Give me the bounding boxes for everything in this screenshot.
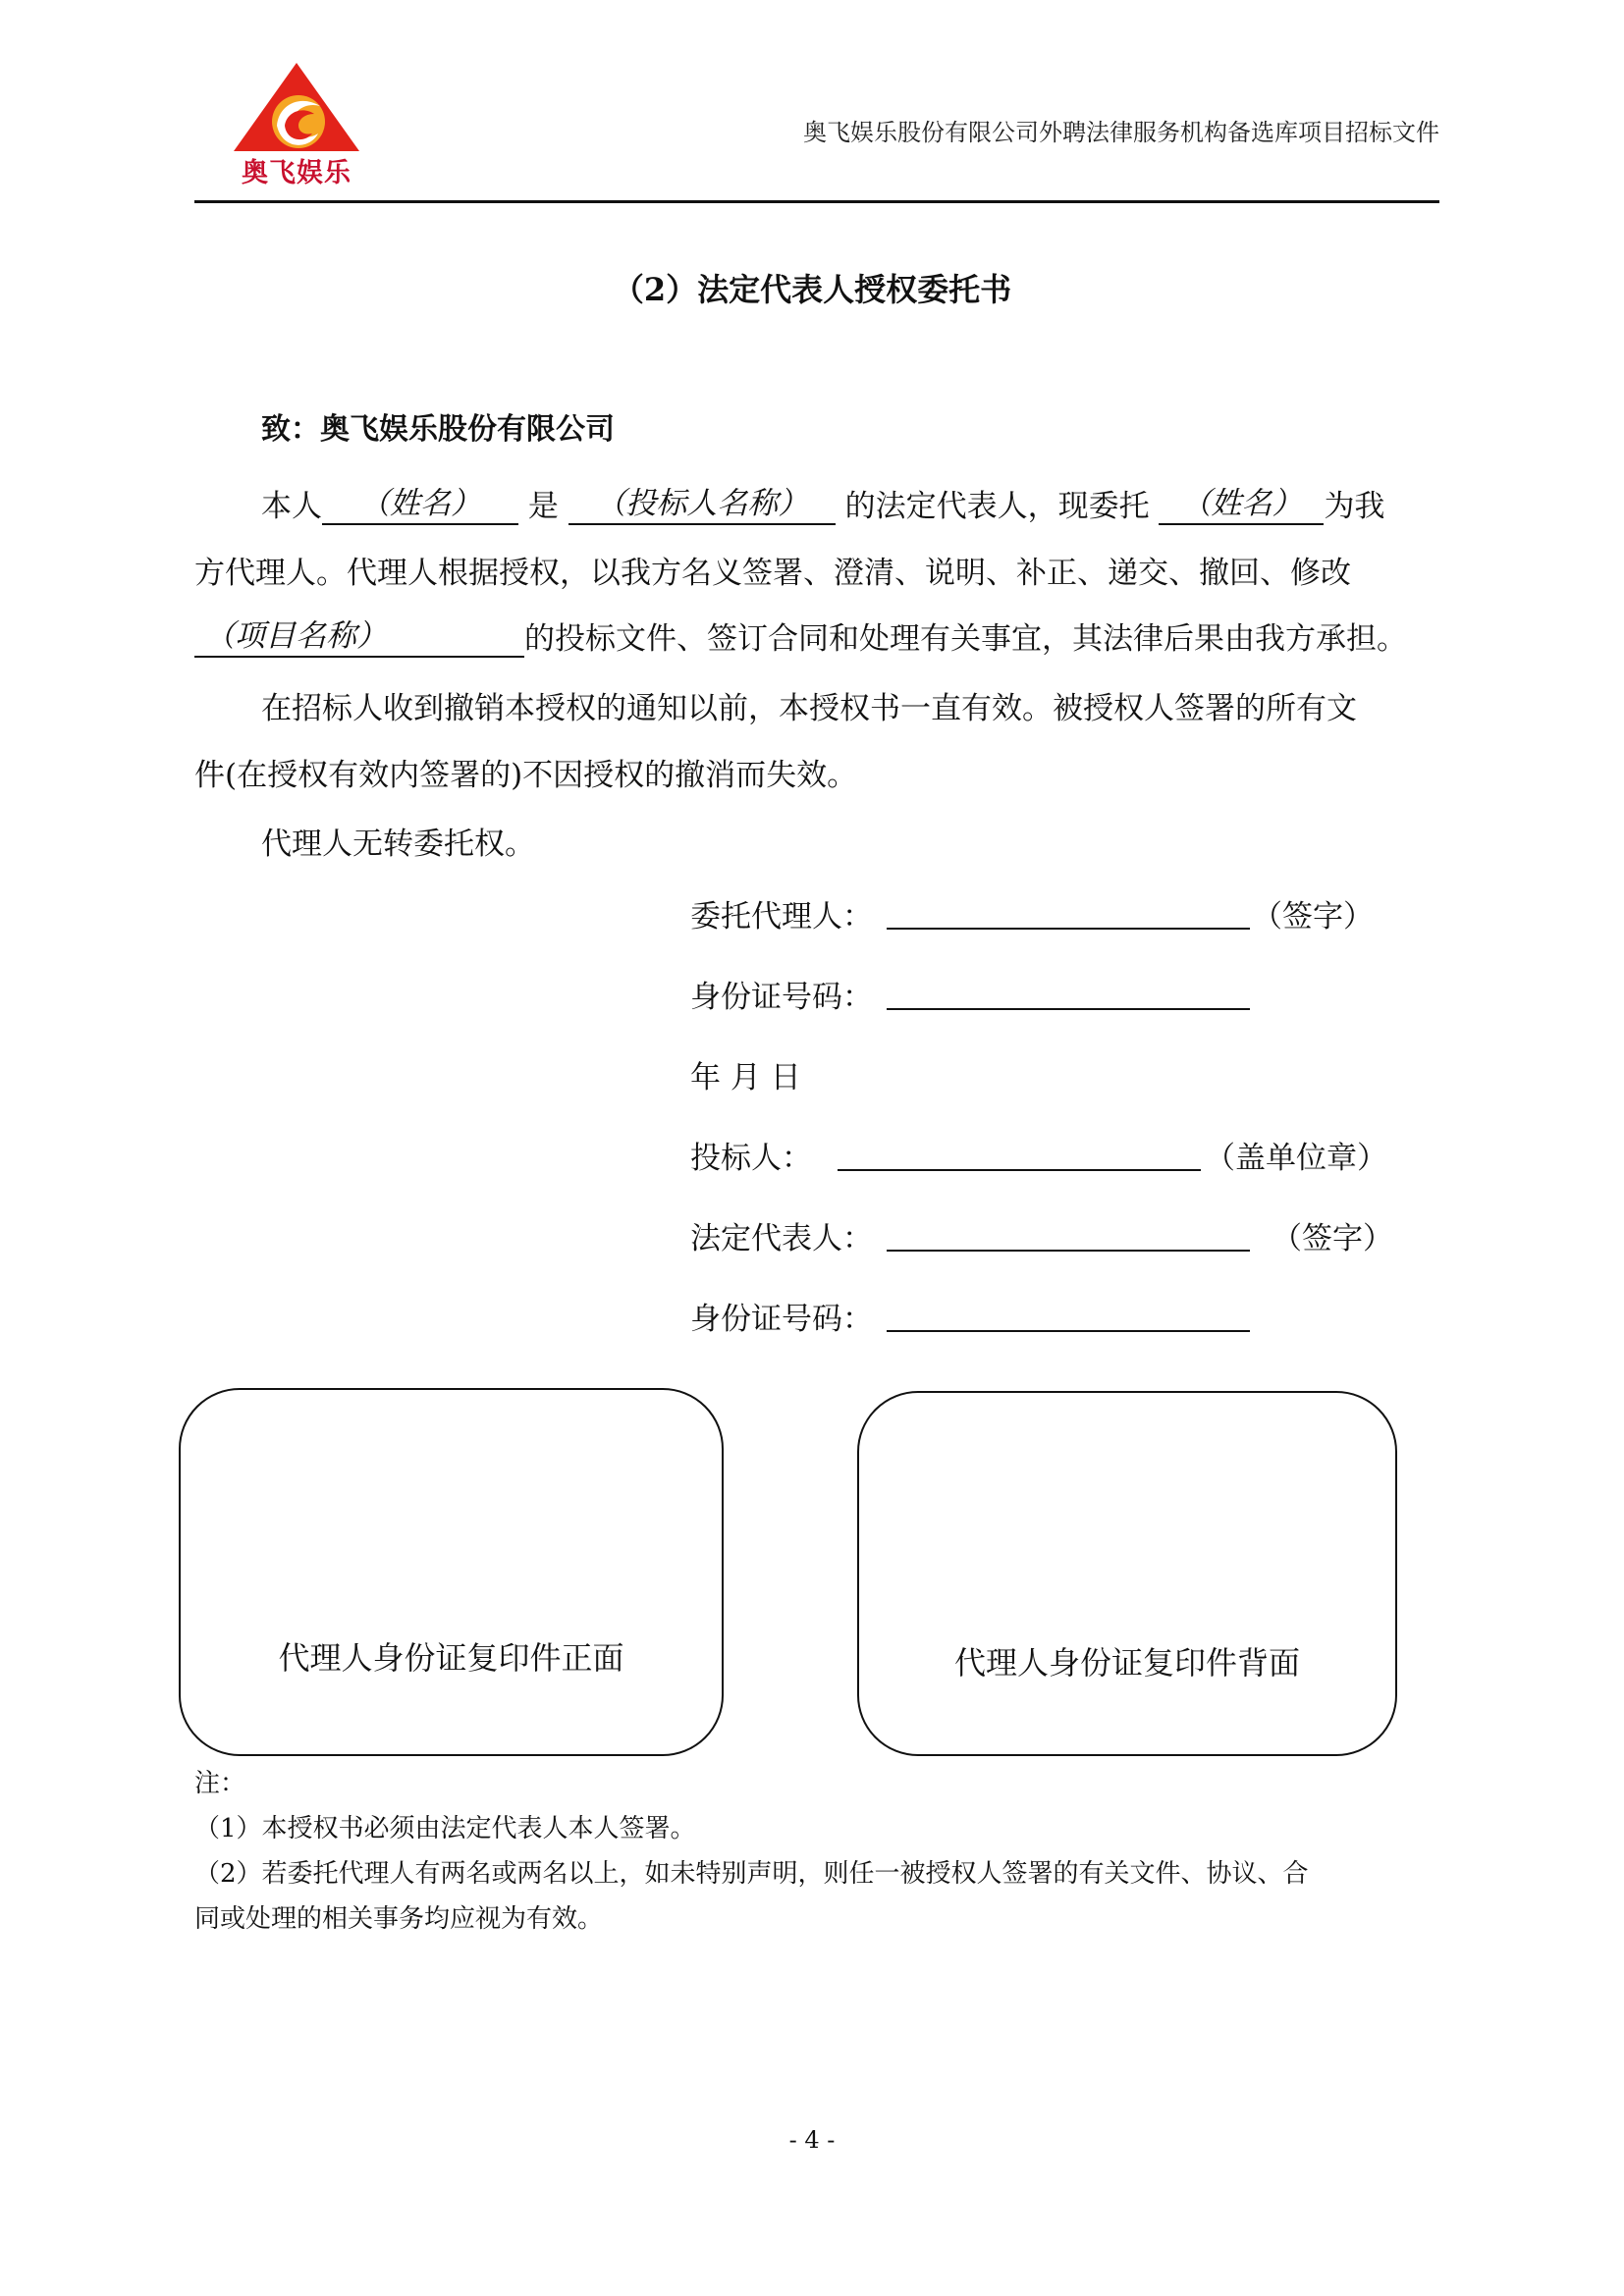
logo-mark-icon	[228, 61, 365, 154]
text-segment: 为我	[1324, 489, 1385, 524]
paragraph-1-line-1	[261, 481, 1506, 525]
blank-name-field[interactable]: （姓名）	[322, 484, 518, 525]
paragraph-2-line-2: 件(在授权有效内签署的)不因授权的撤消而失效。	[194, 758, 858, 793]
legal-rep-id-line[interactable]	[887, 1330, 1250, 1332]
bidder-seal-line[interactable]	[838, 1169, 1201, 1171]
paragraph-2-line-1: 在招标人收到撤销本授权的通知以前，本授权书一直有效。被授权人签署的所有文	[261, 691, 1357, 726]
note-2-line-2: 同或处理的相关事务均应视为有效。	[194, 1904, 604, 1934]
id-back-label: 代理人身份证复印件背面	[953, 1644, 1300, 1682]
legal-rep-signature-line[interactable]	[887, 1250, 1250, 1252]
document-title: （2）法定代表人授权委托书	[612, 271, 1012, 308]
notes-heading: 注：	[194, 1769, 246, 1798]
blank-bidder-name-field[interactable]: （投标人名称）	[568, 484, 836, 525]
blank-project-name-field[interactable]: （项目名称）	[194, 616, 524, 658]
header-divider	[194, 200, 1439, 203]
id-back-box	[857, 1391, 1397, 1756]
note-1: （1）本授权书必须由法定代表人本人签署。	[194, 1814, 696, 1843]
legal-rep-sign-note: （签字）	[1272, 1221, 1393, 1256]
text-segment: 是	[527, 489, 559, 524]
paragraph-1-line-2: 方代理人。代理人根据授权，以我方名义签署、澄清、说明、补正、递交、撤回、修改	[194, 556, 1351, 591]
addressee: 致：奥飞娱乐股份有限公司	[261, 412, 615, 447]
paragraph-1-line-3	[194, 614, 1439, 658]
note-2-line-1: （2）若委托代理人有两名或两名以上，如未特别声明，则任一被授权人签署的有关文件、协议、合	[194, 1859, 1309, 1889]
bidder-seal-note: （盖单位章）	[1205, 1141, 1387, 1176]
agent-label: 委托代理人：	[690, 899, 873, 934]
blank-agent-name-field[interactable]: （姓名）	[1159, 484, 1324, 525]
agent-id-label: 身份证号码：	[690, 980, 873, 1015]
agent-id-line[interactable]	[887, 1008, 1250, 1010]
text-segment: 的投标文件、签订合同和处理有关事宜，其法律后果由我方承担。	[524, 621, 1407, 657]
id-front-box	[179, 1388, 724, 1756]
legal-rep-label: 法定代表人：	[690, 1221, 873, 1256]
logo-text: 奥飞娱乐	[242, 158, 352, 188]
id-front-label: 代理人身份证复印件正面	[278, 1639, 624, 1677]
bidder-label: 投标人：	[690, 1141, 812, 1176]
company-logo	[228, 61, 365, 188]
agent-sign-note: （签字）	[1252, 899, 1374, 934]
page-number: - 4 -	[788, 2126, 836, 2154]
text-segment: 本人	[261, 489, 322, 524]
date-label: 年 月 日	[690, 1060, 801, 1095]
legal-rep-id-label: 身份证号码：	[690, 1302, 873, 1337]
agent-signature-line[interactable]	[887, 928, 1250, 930]
text-segment: 的法定代表人，现委托	[844, 489, 1150, 524]
header-title: 奥飞娱乐股份有限公司外聘法律服务机构备选库项目招标文件	[803, 119, 1439, 146]
paragraph-3: 代理人无转委托权。	[261, 827, 535, 862]
